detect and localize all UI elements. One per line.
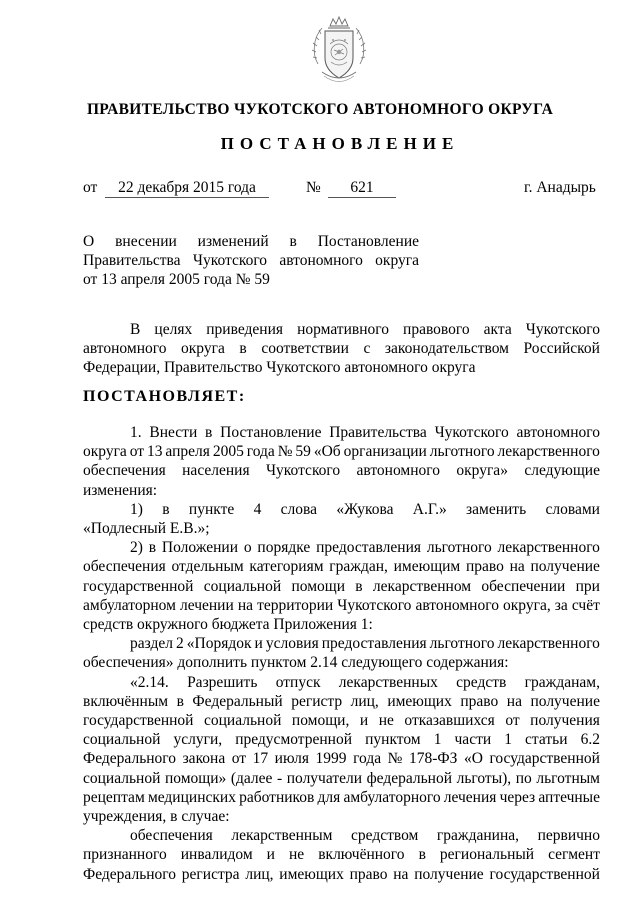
text-run: учреждения, в случае: bbox=[83, 808, 230, 826]
word: инвалидом bbox=[180, 846, 253, 864]
text-line bbox=[83, 557, 600, 576]
word: социальной bbox=[83, 731, 161, 749]
word: словами bbox=[545, 500, 600, 518]
word: условия bbox=[265, 635, 319, 653]
word: о bbox=[243, 539, 252, 557]
word: и bbox=[254, 635, 263, 653]
word: рецептам bbox=[83, 788, 145, 806]
word: «Порядок bbox=[186, 635, 252, 653]
word: лекарственного bbox=[497, 539, 600, 557]
word: в bbox=[418, 846, 426, 864]
word: «Об bbox=[313, 443, 341, 461]
word: О bbox=[83, 233, 95, 250]
word: в bbox=[162, 500, 170, 518]
word: населения bbox=[182, 462, 250, 480]
word: имеющих bbox=[279, 865, 344, 883]
document-number: 621 bbox=[328, 179, 396, 198]
text-line bbox=[83, 711, 600, 730]
text-line bbox=[83, 596, 600, 615]
word: 1 bbox=[433, 731, 442, 749]
word: соответствии bbox=[261, 340, 349, 358]
word: «2.14. bbox=[130, 673, 169, 691]
text-run: «Подлесный Е.В.»; bbox=[83, 520, 210, 538]
word: гражданина, bbox=[436, 827, 520, 845]
word: 6.2 bbox=[580, 731, 600, 749]
word: внесении bbox=[115, 233, 177, 250]
word: части bbox=[454, 731, 492, 749]
text-line bbox=[83, 769, 600, 788]
word: в bbox=[205, 424, 213, 441]
word: 59 bbox=[295, 443, 311, 461]
word: получение bbox=[414, 865, 484, 883]
word: лекарственных bbox=[338, 673, 438, 691]
word: нормативного bbox=[297, 321, 389, 338]
word: сегмент bbox=[548, 846, 600, 864]
word: государственной bbox=[489, 750, 600, 768]
word: Федеральный bbox=[192, 692, 283, 710]
word: следующие bbox=[524, 462, 600, 480]
text-run: средств окружного бюджета Приложения 1: bbox=[83, 616, 373, 634]
word: предоставления bbox=[316, 539, 422, 557]
word: - bbox=[276, 769, 283, 787]
word: регистра bbox=[181, 865, 240, 883]
text-line bbox=[83, 320, 600, 339]
word: социальной bbox=[83, 769, 161, 787]
word: Правительства bbox=[83, 252, 181, 269]
text-line bbox=[83, 500, 600, 519]
word: по bbox=[515, 769, 532, 787]
word: лекарственном bbox=[372, 577, 472, 595]
word: раздел bbox=[130, 635, 173, 653]
word: амбулаторном bbox=[83, 596, 176, 614]
word: автономного bbox=[415, 596, 499, 614]
word: изменений bbox=[197, 233, 269, 250]
word: право bbox=[465, 558, 504, 576]
word: отпуск bbox=[275, 673, 321, 691]
word: обеспечении bbox=[481, 577, 566, 595]
word: целях bbox=[154, 321, 193, 338]
word: помощи, bbox=[291, 712, 350, 730]
text-run: Федерации, Правительство Чукотского автономного округа bbox=[83, 359, 476, 377]
word: отдельным bbox=[171, 558, 244, 576]
word: категориям bbox=[249, 558, 324, 576]
word: помощи bbox=[291, 577, 345, 595]
word: автономного bbox=[83, 340, 167, 358]
word: право bbox=[349, 865, 388, 883]
word: включённым bbox=[83, 692, 169, 710]
date-prefix: от bbox=[83, 179, 98, 196]
text-line bbox=[83, 807, 600, 826]
word: «Жукова bbox=[336, 500, 394, 518]
word: закона bbox=[182, 750, 226, 768]
document-meta-row bbox=[0, 179, 640, 203]
word: 2 bbox=[176, 635, 184, 653]
word: лечении bbox=[179, 596, 234, 614]
word: аптечные bbox=[538, 788, 600, 806]
text-line bbox=[83, 232, 419, 251]
word: организации bbox=[343, 443, 427, 461]
word: слова bbox=[280, 500, 317, 518]
word: Федерального bbox=[83, 865, 177, 883]
word: обеспечения bbox=[83, 462, 166, 480]
text-line bbox=[83, 615, 600, 634]
word: государственной bbox=[83, 577, 194, 595]
word: 178-ФЗ bbox=[408, 750, 458, 768]
word: федеральной bbox=[366, 769, 453, 787]
word: и bbox=[359, 712, 369, 730]
word: лиц, bbox=[350, 692, 379, 710]
document-date: 22 декабря 2015 года bbox=[105, 179, 269, 198]
word: в bbox=[239, 340, 247, 358]
document-type-title: ПОСТАНОВЛЕНИЕ bbox=[220, 134, 460, 153]
word: работников bbox=[239, 788, 315, 806]
word: Чукотского bbox=[525, 321, 600, 338]
text-run: изменения: bbox=[83, 481, 158, 499]
word: не bbox=[378, 712, 394, 730]
word: № bbox=[277, 443, 293, 461]
word: лекарственного bbox=[497, 443, 600, 461]
word: имеющих bbox=[387, 692, 452, 710]
word: Чукотского bbox=[337, 596, 412, 614]
word: А.Г.» bbox=[412, 500, 447, 518]
word: регистр bbox=[291, 692, 343, 710]
text-line bbox=[83, 788, 600, 807]
word: года bbox=[353, 750, 382, 768]
word: автономного bbox=[356, 462, 440, 480]
word: средств bbox=[456, 673, 507, 691]
word: при bbox=[575, 577, 600, 595]
word: 2) bbox=[130, 539, 143, 557]
word: «О bbox=[463, 750, 483, 768]
word: в bbox=[148, 539, 157, 557]
text-line bbox=[83, 251, 419, 270]
text-run: обеспечения» дополнить пунктом 2.14 следующего содержания: bbox=[83, 654, 509, 672]
word: получатели bbox=[286, 769, 363, 787]
word: льготного bbox=[429, 635, 495, 653]
word: услуги, bbox=[173, 731, 223, 749]
word: через bbox=[499, 788, 536, 806]
word: обеспечения bbox=[130, 827, 213, 845]
word: года bbox=[246, 443, 275, 461]
word: помощи» bbox=[164, 769, 227, 787]
word: государственной bbox=[489, 865, 600, 883]
word: статьи bbox=[525, 731, 568, 749]
text-line bbox=[83, 653, 600, 672]
organization-title: ПРАВИТЕЛЬСТВО ЧУКОТСКОГО АВТОНОМНОГО ОКРУГА bbox=[86, 101, 554, 118]
word: Разрешить bbox=[187, 673, 258, 691]
word: 1999 bbox=[315, 750, 347, 768]
word: приведения bbox=[206, 321, 283, 338]
word: счёт bbox=[571, 596, 600, 614]
word: Внести bbox=[149, 424, 198, 441]
word: льготного bbox=[429, 443, 495, 461]
word: Положении bbox=[161, 539, 239, 557]
word: июля bbox=[274, 750, 310, 768]
text-line bbox=[83, 423, 600, 442]
word: Постановление bbox=[317, 233, 419, 250]
word: Правительства bbox=[329, 424, 427, 441]
word: № bbox=[387, 750, 403, 768]
word: в bbox=[355, 577, 363, 595]
word: отказавшихся bbox=[404, 712, 495, 730]
word: 1. bbox=[130, 424, 142, 441]
text-line bbox=[83, 634, 600, 653]
text-line bbox=[83, 270, 419, 289]
word: округа bbox=[375, 252, 419, 269]
text-line bbox=[83, 692, 600, 711]
word: лекарственного bbox=[497, 635, 600, 653]
word: лечения bbox=[443, 788, 497, 806]
word: в bbox=[289, 233, 297, 250]
word: с bbox=[363, 340, 371, 358]
word: пункте bbox=[188, 500, 235, 518]
word: первично bbox=[537, 827, 600, 845]
text-line bbox=[83, 845, 600, 864]
word: медицинских bbox=[147, 788, 236, 806]
word: имеющим bbox=[393, 558, 461, 576]
word: амбулаторного bbox=[343, 788, 441, 806]
word: региональный bbox=[439, 846, 535, 864]
text-line bbox=[83, 673, 600, 692]
word: на bbox=[506, 692, 522, 710]
word: на bbox=[509, 558, 525, 576]
word: порядке bbox=[257, 539, 311, 557]
word: правового bbox=[403, 321, 470, 338]
text-run: от 13 апреля 2005 года № 59 bbox=[83, 271, 270, 288]
text-line bbox=[83, 730, 600, 749]
word: от bbox=[231, 750, 247, 768]
text-line bbox=[83, 865, 600, 884]
word: предусмотренной bbox=[235, 731, 353, 749]
word: гражданам, bbox=[524, 673, 600, 691]
text-line bbox=[83, 442, 600, 461]
word: заменить bbox=[466, 500, 527, 518]
text-line bbox=[83, 538, 600, 557]
word: на bbox=[393, 865, 409, 883]
word: предоставления bbox=[321, 635, 427, 653]
word: акта bbox=[483, 321, 512, 338]
text-line bbox=[83, 577, 600, 596]
word: округа bbox=[83, 443, 127, 461]
word: пунктом bbox=[365, 731, 421, 749]
word: округа bbox=[181, 340, 225, 358]
word: автономного bbox=[516, 424, 600, 441]
text-line bbox=[83, 749, 600, 768]
word: автономного bbox=[279, 252, 363, 269]
word: (далее bbox=[230, 769, 273, 787]
word: апреля bbox=[165, 443, 210, 461]
word: льготным bbox=[536, 769, 600, 787]
word: граждан, bbox=[329, 558, 388, 576]
word: социальной bbox=[204, 712, 282, 730]
word: округа» bbox=[456, 462, 508, 480]
word: государственной bbox=[83, 712, 194, 730]
word: получение bbox=[530, 692, 600, 710]
word: законодательством bbox=[384, 340, 509, 358]
text-line bbox=[83, 519, 600, 538]
word: льготы), bbox=[456, 769, 512, 787]
resolves-heading: ПОСТАНОВЛЯЕТ: bbox=[83, 388, 246, 405]
word: В bbox=[130, 321, 141, 338]
preamble bbox=[83, 320, 600, 378]
word: Чукотского bbox=[434, 424, 509, 441]
word: признанного bbox=[83, 846, 167, 864]
word: право bbox=[460, 692, 499, 710]
word: Федерального bbox=[83, 750, 177, 768]
word: Чукотского bbox=[192, 252, 268, 269]
word: для bbox=[317, 788, 341, 806]
word: 2005 bbox=[212, 443, 244, 461]
word: от bbox=[129, 443, 145, 461]
word: лекарственным bbox=[231, 827, 333, 845]
text-line bbox=[83, 339, 600, 358]
word: 17 bbox=[252, 750, 269, 768]
resolution-body bbox=[83, 423, 600, 884]
word: и bbox=[266, 846, 275, 864]
word: округа, bbox=[503, 596, 551, 614]
text-line bbox=[83, 826, 600, 845]
word: включённого bbox=[318, 846, 405, 864]
word: Чукотского bbox=[265, 462, 341, 480]
word: получение bbox=[530, 558, 600, 576]
text-line bbox=[83, 481, 600, 500]
word: территории bbox=[257, 596, 334, 614]
word: льготного bbox=[426, 539, 492, 557]
word: за bbox=[554, 596, 568, 614]
word: в bbox=[176, 692, 184, 710]
word: от bbox=[505, 712, 520, 730]
word: не bbox=[289, 846, 305, 864]
word: 4 bbox=[253, 500, 262, 518]
word: обеспечения bbox=[83, 558, 166, 576]
coat-of-arms-icon bbox=[308, 14, 370, 90]
word: 13 bbox=[147, 443, 163, 461]
word: средством bbox=[351, 827, 419, 845]
word: 1) bbox=[130, 500, 143, 518]
document-subject bbox=[83, 232, 419, 289]
text-line bbox=[83, 461, 600, 480]
word: Постановление bbox=[220, 424, 322, 441]
word: на bbox=[237, 596, 254, 614]
word: Российской bbox=[523, 340, 600, 358]
word: социальной bbox=[203, 577, 282, 595]
word: получения bbox=[530, 712, 600, 730]
text-line bbox=[83, 358, 600, 377]
word: лиц, bbox=[245, 865, 274, 883]
document-city: г. Анадырь bbox=[524, 179, 596, 196]
word: 1 bbox=[504, 731, 512, 749]
number-sign: № bbox=[306, 179, 321, 196]
